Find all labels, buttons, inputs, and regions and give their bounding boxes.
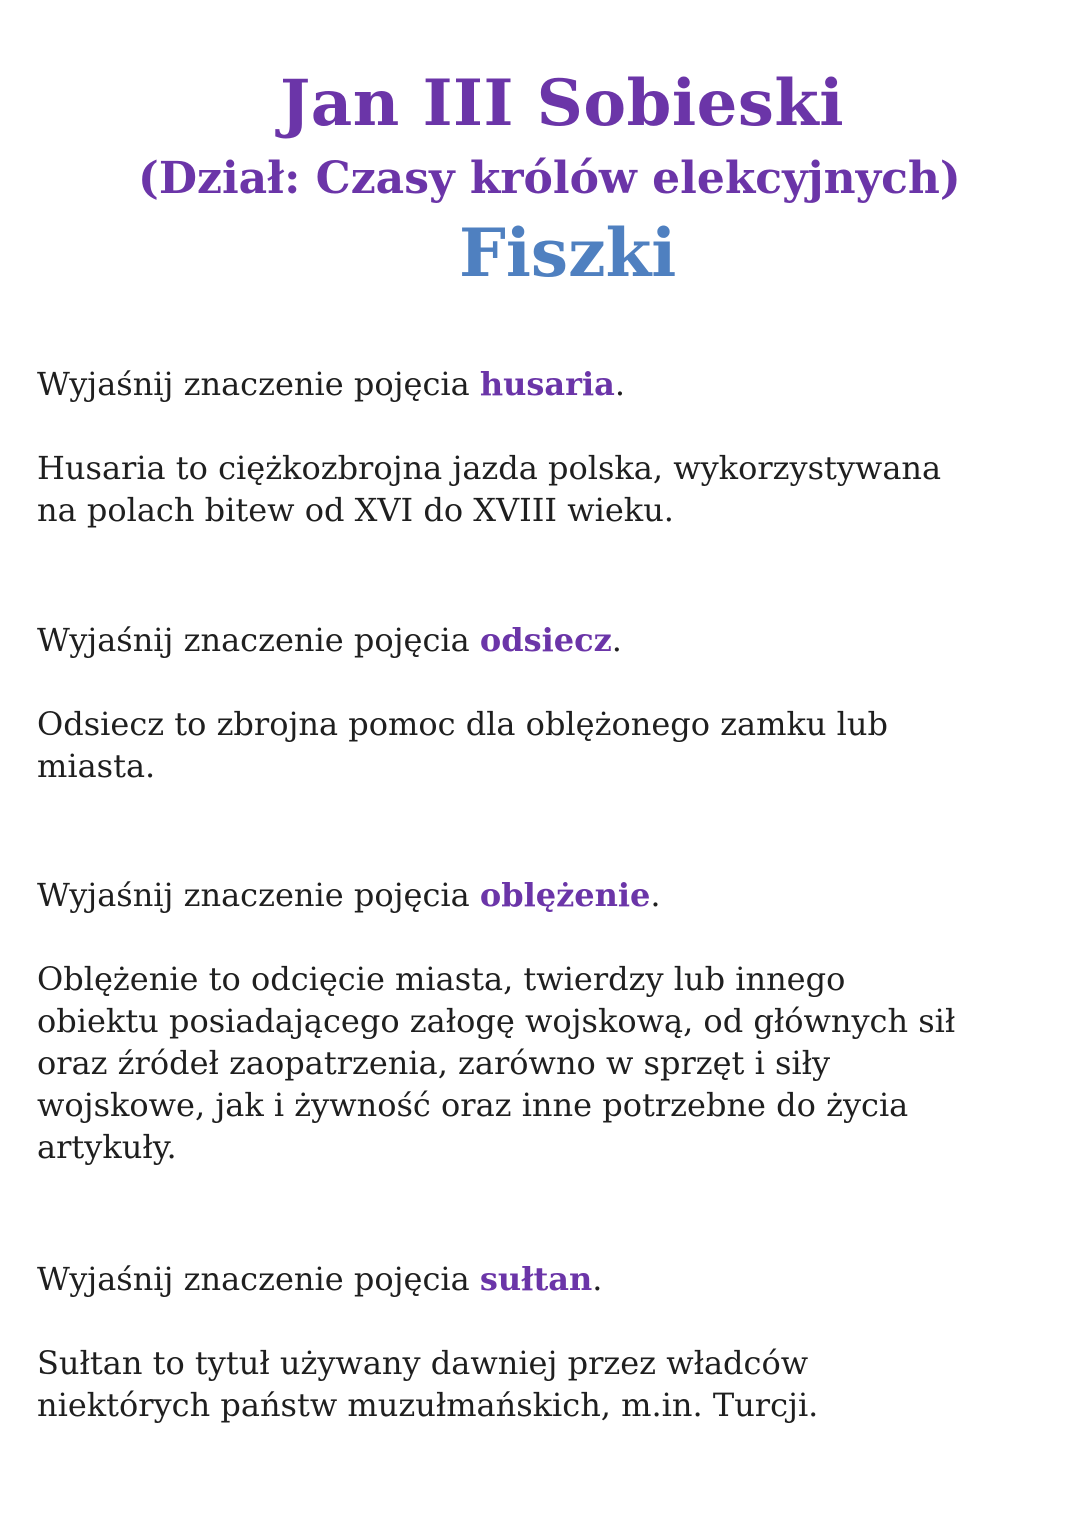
question-prefix: Wyjaśnij znaczenie pojęcia [37, 876, 480, 914]
answer-line: artykuły. [37, 1128, 177, 1166]
answer-line: Odsiecz to zbrojna pomoc dla oblężonego zamku lub [37, 705, 888, 743]
flashcard-term: odsiecz [479, 621, 612, 659]
answer-line: na polach bitew od XVI do XVIII wieku. [37, 491, 674, 529]
answer-line: Husaria to ciężkozbrojna jazda polska, wykorzystywana [37, 449, 942, 487]
flashcard-term: husaria [479, 365, 615, 403]
question-prefix: Wyjaśnij znaczenie pojęcia [37, 1260, 480, 1298]
flashcard-answer [37, 703, 1037, 787]
flashcard-answer [37, 447, 1037, 531]
flashcard-question [37, 363, 1037, 405]
answer-line: Sułtan to tytuł używany dawniej przez władców [37, 1344, 809, 1382]
flashcard-question [37, 1258, 1037, 1300]
question-suffix: . [611, 621, 622, 659]
question-suffix: . [592, 1260, 603, 1298]
flashcard-term: sułtan [479, 1260, 593, 1298]
flashcard-answer [37, 958, 1037, 1168]
question-prefix: Wyjaśnij znaczenie pojęcia [37, 621, 480, 659]
flashcard-question [37, 619, 1037, 661]
answer-line: niektórych państw muzułmańskich, m.in. Turcji. [37, 1386, 819, 1424]
answer-line: Oblężenie to odcięcie miasta, twierdzy lub innego [37, 960, 846, 998]
flashcard-answer [37, 1342, 1037, 1426]
flashcard-sultan [37, 1258, 1037, 1426]
document-subtitle: (Dział: Czasy królów elekcyjnych) [138, 153, 961, 204]
section-heading: Fiszki [459, 214, 677, 292]
answer-line: wojskowe, jak i żywność oraz inne potrzebne do życia [37, 1086, 909, 1124]
answer-line: obiektu posiadającego załogę wojskową, od głównych sił [37, 1002, 956, 1040]
flashcard-oblezenie [37, 874, 1037, 1168]
flashcard-term: oblężenie [479, 876, 651, 914]
answer-line: oraz źródeł zaopatrzenia, zarówno w sprzęt i siły [37, 1044, 831, 1082]
question-suffix: . [614, 365, 626, 403]
flashcard-question [37, 874, 1037, 916]
document-title: Jan III Sobieski [280, 66, 845, 141]
flashcard-odsiecz [37, 619, 1037, 787]
flashcard-husaria [37, 363, 1037, 531]
question-prefix: Wyjaśnij znaczenie pojęcia [37, 365, 480, 403]
answer-line: miasta. [37, 747, 156, 785]
question-suffix: . [650, 876, 661, 914]
